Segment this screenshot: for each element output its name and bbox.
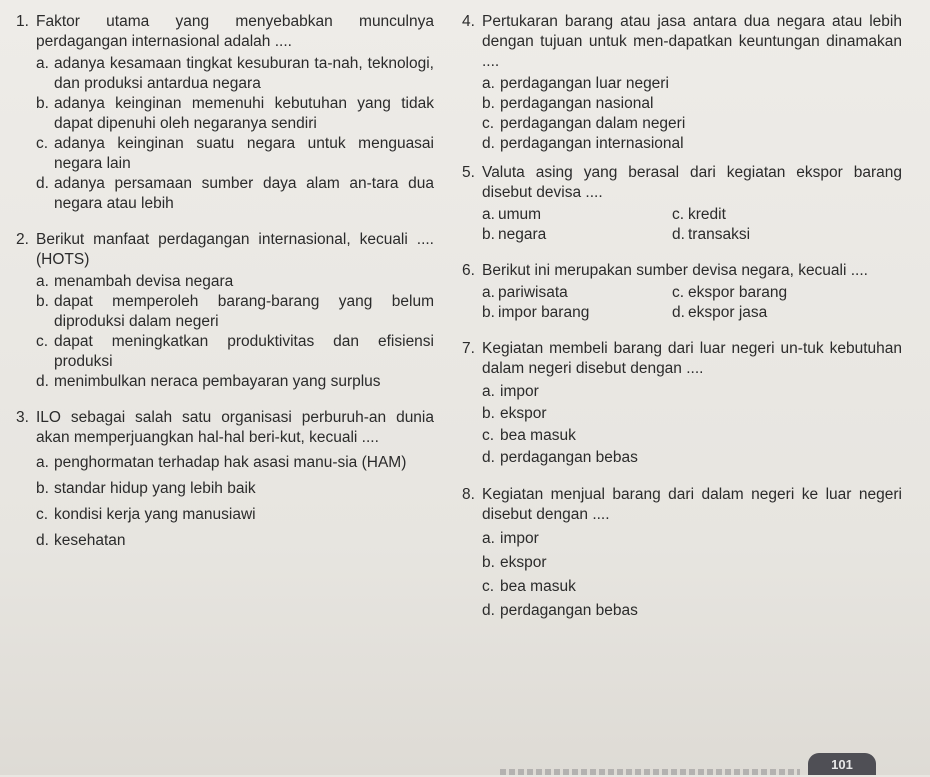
option-b[interactable] <box>482 551 902 575</box>
question-number: 7. <box>462 340 475 357</box>
option-letter: c. <box>36 135 49 152</box>
option-text: perdagangan internasional <box>500 135 684 152</box>
option-text: perdagangan luar negeri <box>500 75 669 92</box>
option-d[interactable] <box>36 372 434 392</box>
option-letter: a. <box>36 273 49 290</box>
option-letter: c. <box>36 333 49 350</box>
option-text: standar hidup yang lebih baik <box>54 480 256 497</box>
option-letter: d. <box>36 532 49 549</box>
option-d[interactable] <box>36 174 434 214</box>
option-letter: c. <box>482 115 495 132</box>
option-text: umum <box>498 206 542 223</box>
right-column <box>462 12 902 623</box>
options-list <box>482 205 902 245</box>
option-letter: d. <box>672 226 685 243</box>
left-column <box>16 12 434 554</box>
option-a[interactable] <box>36 54 434 94</box>
option-a[interactable] <box>482 381 902 403</box>
option-text: kondisi kerja yang manusiawi <box>54 506 256 523</box>
option-c[interactable] <box>672 205 902 225</box>
option-b[interactable] <box>36 94 434 134</box>
option-c[interactable] <box>482 575 902 599</box>
option-d[interactable] <box>672 303 902 323</box>
option-b[interactable] <box>482 94 902 114</box>
option-text: perdagangan nasional <box>500 95 654 112</box>
option-letter: b. <box>482 304 495 321</box>
option-letter: c. <box>482 427 495 444</box>
option-b[interactable] <box>36 292 434 332</box>
option-text: transaksi <box>688 226 751 243</box>
option-letter: b. <box>36 293 49 310</box>
question-7 <box>462 339 902 469</box>
option-letter: b. <box>482 405 495 422</box>
question-stem: Kegiatan menjual barang dari dalam negeri ke luar negeri disebut dengan .... <box>482 486 902 523</box>
option-letter: d. <box>482 602 495 619</box>
option-letter: c. <box>672 206 685 223</box>
option-a[interactable] <box>482 527 902 551</box>
option-text: impor <box>500 383 539 400</box>
question-4 <box>462 12 902 154</box>
question-8 <box>462 485 902 623</box>
option-text: impor barang <box>498 304 590 321</box>
options-list <box>36 450 434 554</box>
option-text: adanya keinginan suatu negara untuk menguasai negara lain <box>54 135 434 172</box>
option-text: adanya kesamaan tingkat kesuburan ta-nah, teknologi, dan produksi antardua negara <box>54 55 434 92</box>
option-letter: d. <box>36 373 49 390</box>
option-letter: b. <box>36 95 49 112</box>
question-3 <box>16 408 434 554</box>
option-letter: c. <box>482 578 495 595</box>
option-a[interactable] <box>36 450 434 476</box>
option-text: adanya keinginan memenuhi kebutuhan yang tidak dapat dipenuhi oleh negaranya sendiri <box>54 95 434 132</box>
option-c[interactable] <box>36 332 434 372</box>
option-a[interactable] <box>482 205 672 225</box>
option-text: ekspor jasa <box>688 304 768 321</box>
option-text: perdagangan bebas <box>500 602 638 619</box>
question-number: 2. <box>16 231 29 248</box>
question-2 <box>16 230 434 392</box>
option-letter: a. <box>36 55 49 72</box>
option-text: ekspor barang <box>688 284 788 301</box>
option-text: dapat memperoleh barang-barang yang belum diproduksi dalam negeri <box>54 293 434 330</box>
option-letter: a. <box>36 454 49 471</box>
option-text: kredit <box>688 206 726 223</box>
page-number: 101 <box>808 753 876 775</box>
option-c[interactable] <box>36 134 434 174</box>
options-list <box>482 283 902 323</box>
option-letter: a. <box>482 383 495 400</box>
option-b[interactable] <box>482 225 672 245</box>
option-a[interactable] <box>36 272 434 292</box>
option-d[interactable] <box>36 528 434 554</box>
option-a[interactable] <box>482 74 902 94</box>
option-a[interactable] <box>482 283 672 303</box>
option-letter: d. <box>482 135 495 152</box>
question-stem: Berikut manfaat perdagangan internasional, kecuali .... (HOTS) <box>36 231 434 268</box>
question-6 <box>462 261 902 323</box>
question-number: 4. <box>462 13 475 30</box>
options-list <box>482 74 902 154</box>
option-letter: a. <box>482 530 495 547</box>
question-stem: Faktor utama yang menyebabkan munculnya perdagangan internasional adalah .... <box>36 13 434 50</box>
option-text: perdagangan bebas <box>500 449 638 466</box>
option-letter: b. <box>36 480 49 497</box>
option-text: perdagangan dalam negeri <box>500 115 686 132</box>
option-text: negara <box>498 226 547 243</box>
option-text: menambah devisa negara <box>54 273 234 290</box>
option-letter: c. <box>36 506 49 523</box>
options-list <box>482 381 902 469</box>
option-d[interactable] <box>672 225 902 245</box>
option-letter: b. <box>482 95 495 112</box>
options-list <box>36 272 434 392</box>
option-text: adanya persamaan sumber daya alam an-tara dua negara atau lebih <box>54 175 434 212</box>
option-letter: d. <box>482 449 495 466</box>
option-letter: b. <box>482 554 495 571</box>
option-b[interactable] <box>36 476 434 502</box>
question-1 <box>16 12 434 214</box>
question-number: 5. <box>462 164 475 181</box>
option-text: dapat meningkatkan produktivitas dan efisiensi produksi <box>54 333 434 370</box>
option-d[interactable] <box>482 599 902 623</box>
option-text: ekspor <box>500 554 547 571</box>
option-text: ekspor <box>500 405 547 422</box>
option-c[interactable] <box>482 425 902 447</box>
question-number: 8. <box>462 486 475 503</box>
option-text: bea masuk <box>500 578 576 595</box>
option-c[interactable] <box>672 283 902 303</box>
option-letter: a. <box>482 206 495 223</box>
option-b[interactable] <box>482 403 902 425</box>
option-d[interactable] <box>482 447 902 469</box>
option-text: penghormatan terhadap hak asasi manu-sia (HAM) <box>54 454 407 471</box>
option-text: kesehatan <box>54 532 126 549</box>
option-c[interactable] <box>36 502 434 528</box>
question-5 <box>462 163 902 245</box>
question-stem: Kegiatan membeli barang dari luar negeri un-tuk kebutuhan dalam negeri disebut dengan .... <box>482 340 902 377</box>
question-stem: Berikut ini merupakan sumber devisa negara, kecuali .... <box>482 262 868 279</box>
option-c[interactable] <box>482 114 902 134</box>
question-stem: Valuta asing yang berasal dari kegiatan ekspor barang disebut devisa .... <box>482 164 902 201</box>
option-letter: d. <box>672 304 685 321</box>
question-number: 3. <box>16 409 29 426</box>
option-letter: b. <box>482 226 495 243</box>
option-text: impor <box>500 530 539 547</box>
option-letter: a. <box>482 75 495 92</box>
footer-decoration <box>500 769 800 775</box>
option-d[interactable] <box>482 134 902 154</box>
option-letter: d. <box>36 175 49 192</box>
options-list <box>482 527 902 623</box>
options-list <box>36 54 434 214</box>
option-text: pariwisata <box>498 284 568 301</box>
question-number: 6. <box>462 262 475 279</box>
option-text: menimbulkan neraca pembayaran yang surplus <box>54 373 381 390</box>
option-b[interactable] <box>482 303 672 323</box>
question-stem: ILO sebagai salah satu organisasi perburuh-an dunia akan memperjuangkan hal-hal beri-kut, kecuali .... <box>36 409 434 446</box>
option-text: bea masuk <box>500 427 576 444</box>
option-letter: c. <box>672 284 685 301</box>
option-letter: a. <box>482 284 495 301</box>
question-stem: Pertukaran barang atau jasa antara dua negara atau lebih dengan tujuan untuk men-dapatkan keuntungan dinamakan .... <box>482 13 902 70</box>
question-number: 1. <box>16 13 29 30</box>
